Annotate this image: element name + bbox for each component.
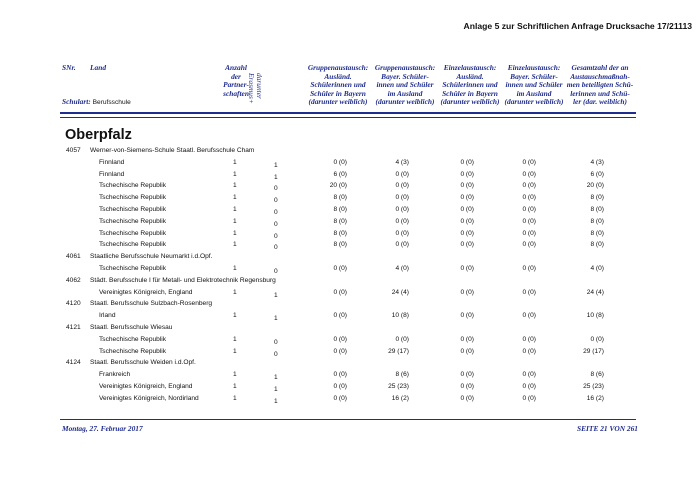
school-number: 4124 (66, 359, 81, 367)
partnerships-cell: 1 (233, 229, 237, 237)
header-anzahl-line: der (231, 71, 241, 81)
header-line: Gesamtzahl der an (571, 63, 629, 72)
value-cell-ea: 0 (0) (460, 206, 474, 213)
table-row (0, 336, 700, 348)
value-cell-ea: 0 (0) (460, 182, 474, 190)
header-erasmus-line: darunter (255, 73, 264, 99)
header-anzahl-line: schaften (223, 88, 249, 98)
school-name: Staatl. Berufsschule Weiden i.d.Opf. (90, 359, 196, 367)
partnerships-cell: 1 (233, 217, 237, 225)
value-cell-ea: 0 (0) (460, 170, 474, 178)
school-name: Staatl. Berufsschule Wiesau (90, 324, 173, 331)
header-rule-thick (60, 112, 636, 114)
value-cell-ea: 0 (0) (460, 335, 474, 343)
partnerships-cell: 1 (233, 371, 237, 379)
value-cell-ges: 8 (0) (590, 217, 604, 225)
value-cell-eb: 0 (0) (522, 158, 536, 166)
header-line: (darunter weiblich) (375, 97, 435, 107)
value-cell-ea: 0 (0) (460, 229, 474, 237)
value-cell-ges: 25 (23) (583, 383, 604, 390)
header-line: Gruppenaustausch: (374, 63, 436, 72)
school-name: Städt. Berufsschule I für Metall- und Elektrotechnik Regensburg (90, 276, 276, 284)
table-row (0, 289, 700, 301)
header-einzel-bayer (498, 64, 570, 107)
schulart-value: Berufsschule (92, 99, 131, 106)
value-cell-gb: 10 (8) (391, 312, 409, 320)
school-number: 4121 (66, 324, 81, 331)
school-name: Staatl. Berufsschule Sulzbach-Rosenberg (90, 300, 213, 308)
value-cell-gb: 0 (0) (395, 241, 409, 249)
value-cell-gb: 0 (0) (395, 229, 409, 237)
value-cell-ges: 8 (0) (590, 241, 604, 249)
value-cell-eb: 0 (0) (522, 265, 536, 272)
value-cell-eb: 0 (0) (522, 312, 536, 320)
footer-rule (60, 419, 636, 420)
value-cell-eb: 0 (0) (522, 229, 536, 237)
erasmus-cell: 0 (274, 185, 278, 193)
value-cell-eb: 0 (0) (522, 394, 536, 402)
header-line: Gruppenaustausch: (307, 63, 369, 72)
school-number: 4057 (66, 147, 81, 154)
table-row (0, 371, 700, 383)
value-cell-ga: 8 (0) (333, 206, 347, 213)
value-cell-ea: 0 (0) (460, 312, 474, 320)
country-cell: Vereinigtes Königreich, England (99, 383, 193, 390)
table-row (0, 383, 700, 395)
country-cell: Tschechische Republik (99, 206, 167, 213)
value-cell-ges: 10 (8) (586, 312, 604, 320)
schulart-label (62, 97, 131, 106)
value-cell-ges: 6 (0) (590, 170, 604, 178)
school-number: 4062 (66, 276, 81, 284)
partnerships-cell: 1 (233, 182, 237, 190)
partnerships-cell: 1 (233, 158, 237, 166)
header-line: Bayer. Schüler- (510, 71, 558, 81)
value-cell-ga: 6 (0) (333, 170, 347, 178)
value-cell-eb: 0 (0) (522, 194, 536, 202)
value-cell-ea: 0 (0) (460, 217, 474, 225)
header-anzahl-line: Anzahl (225, 63, 247, 72)
value-cell-ga: 8 (0) (333, 229, 347, 237)
erasmus-cell: 0 (274, 197, 278, 205)
partnerships-cell: 1 (233, 194, 237, 202)
value-cell-ges: 20 (0) (586, 182, 604, 190)
erasmus-cell: 1 (274, 386, 278, 393)
header-line: Bayer. Schüler- (381, 71, 429, 81)
partnerships-cell: 1 (233, 288, 237, 296)
value-cell-ges: 24 (4) (586, 288, 604, 296)
value-cell-ges: 4 (0) (590, 265, 604, 272)
document-reference: Anlage 5 zur Schriftlichen Anfrage Drucksache 17/21113 (463, 21, 692, 31)
header-line: ler (dar. weiblich) (573, 97, 627, 107)
erasmus-cell: 1 (274, 397, 278, 405)
country-cell: Tschechische Republik (99, 194, 167, 202)
country-cell: Tschechische Republik (99, 241, 167, 249)
header-gruppen-bayer (369, 64, 441, 107)
value-cell-ga: 0 (0) (333, 158, 347, 166)
partnerships-cell: 1 (233, 383, 237, 390)
value-cell-ges: 8 (0) (590, 229, 604, 237)
value-cell-ga: 0 (0) (333, 371, 347, 379)
value-cell-eb: 0 (0) (522, 182, 536, 190)
value-cell-ea: 0 (0) (460, 158, 474, 166)
value-cell-eb: 0 (0) (522, 241, 536, 249)
value-cell-ga: 8 (0) (333, 217, 347, 225)
header-line: Ausländ. (456, 71, 484, 81)
school-number: 4120 (66, 300, 81, 308)
erasmus-cell: 0 (274, 338, 278, 346)
value-cell-ges: 8 (0) (590, 194, 604, 202)
header-line: Schüler in Bayern (310, 88, 366, 98)
value-cell-ea: 0 (0) (460, 194, 474, 202)
header-erasmus-line: Erasmus+ (247, 73, 256, 104)
value-cell-eb: 0 (0) (522, 170, 536, 178)
table-row (0, 312, 700, 324)
erasmus-cell: 0 (274, 244, 278, 252)
value-cell-ga: 0 (0) (333, 312, 347, 320)
value-cell-gb: 24 (4) (391, 288, 409, 296)
erasmus-cell: 1 (274, 161, 278, 169)
value-cell-ea: 0 (0) (460, 288, 474, 296)
value-cell-gb: 4 (0) (395, 265, 409, 272)
header-line: men beteiligten Schü- (566, 80, 634, 90)
erasmus-cell: 1 (274, 291, 278, 299)
header-line: Schüler in Bayern (442, 88, 498, 98)
erasmus-cell: 0 (274, 209, 278, 216)
erasmus-cell: 0 (274, 232, 278, 240)
header-line: innen und Schüler (376, 80, 434, 90)
header-line: (darunter weiblich) (308, 97, 368, 107)
header-line: Austauschmaßnah- (570, 71, 630, 81)
header-line: Ausländ. (324, 71, 352, 81)
value-cell-gb: 16 (2) (391, 394, 409, 402)
country-cell: Tschechische Republik (99, 217, 167, 225)
header-line: im Ausland (387, 88, 423, 98)
school-row (0, 277, 700, 289)
value-cell-eb: 0 (0) (522, 335, 536, 343)
school-name: Werner-von-Siemens-Schule Staatl. Berufsschule Cham (90, 147, 255, 154)
header-rule-thin (60, 117, 636, 118)
school-row (0, 300, 700, 312)
country-cell: Vereinigtes Königreich, Nordirland (99, 394, 199, 402)
header-line: Einzelaustausch: (443, 63, 497, 72)
header-gesamtzahl (562, 64, 638, 107)
value-cell-gb: 4 (3) (395, 158, 409, 166)
partnerships-cell: 1 (233, 265, 237, 272)
school-row (0, 359, 700, 371)
value-cell-ga: 0 (0) (333, 347, 347, 355)
school-row (0, 147, 700, 159)
table-row (0, 194, 700, 206)
value-cell-gb: 0 (0) (395, 194, 409, 202)
value-cell-ges: 4 (3) (590, 158, 604, 166)
value-cell-ges: 0 (0) (590, 335, 604, 343)
value-cell-ga: 0 (0) (333, 335, 347, 343)
header-line: im Ausland (516, 88, 552, 98)
header-anzahl-line: Partner- (223, 80, 249, 90)
header-line: (darunter weiblich) (440, 97, 500, 107)
value-cell-eb: 0 (0) (522, 347, 536, 355)
header-line: innen und Schüler (505, 80, 563, 90)
country-cell: Irland (99, 312, 116, 320)
table-row (0, 265, 700, 277)
table-row (0, 218, 700, 230)
table-row (0, 230, 700, 242)
country-cell: Tschechische Republik (99, 347, 167, 355)
country-cell: Tschechische Republik (99, 229, 167, 237)
footer-date: Montag, 27. Februar 2017 (62, 424, 143, 433)
table-row (0, 348, 700, 360)
value-cell-eb: 0 (0) (522, 371, 536, 379)
value-cell-eb: 0 (0) (522, 288, 536, 296)
region-title: Oberpfalz (65, 127, 132, 143)
header-line: (darunter weiblich) (504, 97, 564, 107)
table-row (0, 159, 700, 171)
erasmus-cell: 0 (274, 220, 278, 228)
header-gruppen-auslaend (302, 64, 374, 107)
value-cell-gb: 0 (0) (395, 170, 409, 178)
value-cell-eb: 0 (0) (522, 206, 536, 213)
header-line: Schülerinnen und (310, 80, 366, 90)
header-line: lerinnen und Schü- (570, 88, 630, 98)
value-cell-ga: 8 (0) (333, 241, 347, 249)
value-cell-ga: 0 (0) (333, 288, 347, 296)
partnerships-cell: 1 (233, 335, 237, 343)
value-cell-gb: 29 (17) (388, 347, 409, 355)
value-cell-ga: 8 (0) (333, 194, 347, 202)
value-cell-ea: 0 (0) (460, 383, 474, 390)
value-cell-ges: 8 (0) (590, 206, 604, 213)
header-snr: SNr. (62, 63, 76, 72)
country-cell: Tschechische Republik (99, 265, 167, 272)
partnerships-cell: 1 (233, 170, 237, 178)
value-cell-ga: 20 (0) (329, 182, 347, 190)
header-land: Land (90, 63, 107, 72)
table-row (0, 241, 700, 253)
partnerships-cell: 1 (233, 206, 237, 213)
country-cell: Finnland (99, 158, 125, 166)
value-cell-ges: 29 (17) (583, 347, 604, 355)
table-row (0, 395, 700, 407)
country-cell: Tschechische Republik (99, 335, 167, 343)
value-cell-ea: 0 (0) (460, 347, 474, 355)
value-cell-gb: 0 (0) (395, 182, 409, 190)
country-cell: Finnland (99, 170, 125, 178)
value-cell-ga: 0 (0) (333, 383, 347, 390)
school-row (0, 253, 700, 265)
partnerships-cell: 1 (233, 347, 237, 355)
value-cell-gb: 0 (0) (395, 206, 409, 213)
header-line: Schülerinnen und (442, 80, 498, 90)
country-cell: Tschechische Republik (99, 182, 167, 190)
erasmus-cell: 1 (274, 315, 278, 323)
value-cell-ga: 0 (0) (333, 265, 347, 272)
value-cell-gb: 25 (23) (388, 383, 409, 390)
value-cell-ges: 16 (2) (586, 394, 604, 402)
schulart-key: Schulart: (62, 97, 91, 106)
header-einzel-auslaend (434, 64, 506, 107)
value-cell-gb: 0 (0) (395, 217, 409, 225)
header-erasmus (247, 73, 264, 111)
school-row (0, 324, 700, 336)
table-row (0, 171, 700, 183)
school-name: Staatliche Berufsschule Neumarkt i.d.Opf. (90, 253, 213, 261)
erasmus-cell: 0 (274, 268, 278, 275)
header-line: Einzelaustausch: (507, 63, 561, 72)
country-cell: Vereinigtes Königreich, England (99, 288, 193, 296)
table-row (0, 182, 700, 194)
erasmus-cell: 1 (274, 173, 278, 181)
partnerships-cell: 1 (233, 312, 237, 320)
value-cell-ga: 0 (0) (333, 394, 347, 402)
school-number: 4061 (66, 253, 81, 261)
value-cell-ea: 0 (0) (460, 265, 474, 272)
value-cell-ea: 0 (0) (460, 394, 474, 402)
footer-page-number: SEITE 21 VON 261 (577, 424, 638, 433)
value-cell-gb: 0 (0) (395, 335, 409, 343)
erasmus-cell: 1 (274, 374, 278, 382)
value-cell-gb: 8 (6) (395, 371, 409, 379)
country-cell: Frankreich (99, 371, 131, 379)
value-cell-ea: 0 (0) (460, 241, 474, 249)
value-cell-eb: 0 (0) (522, 217, 536, 225)
erasmus-cell: 0 (274, 350, 278, 358)
partnerships-cell: 1 (233, 241, 237, 249)
table-row (0, 206, 700, 218)
value-cell-ea: 0 (0) (460, 371, 474, 379)
value-cell-eb: 0 (0) (522, 383, 536, 390)
value-cell-ges: 8 (6) (590, 371, 604, 379)
partnerships-cell: 1 (233, 394, 237, 402)
